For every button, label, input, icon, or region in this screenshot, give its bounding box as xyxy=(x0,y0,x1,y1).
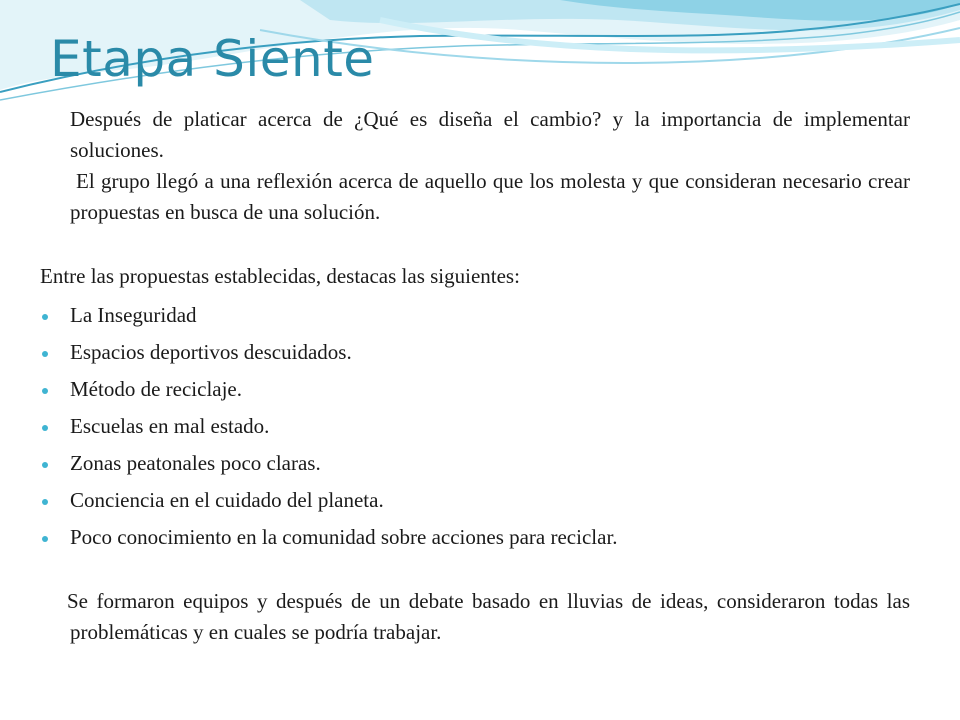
bullet-icon xyxy=(42,388,48,394)
list-item-text: Escuelas en mal estado. xyxy=(70,414,270,438)
slide-content xyxy=(40,104,910,648)
bullet-icon xyxy=(42,462,48,468)
bullet-icon xyxy=(42,499,48,505)
list-item-text: Conciencia en el cuidado del planeta. xyxy=(70,488,384,512)
bullet-icon xyxy=(42,314,48,320)
proposals-lead: Entre las propuestas establecidas, destacas las siguientes: xyxy=(40,264,520,288)
list-item xyxy=(40,485,910,522)
list-item-text: Espacios deportivos descuidados. xyxy=(70,340,352,364)
slide-title: Etapa Siente xyxy=(50,30,375,88)
reflection-paragraph: El grupo llegó a una reflexión acerca de aquello que los molesta y que consideran necesario crear propuestas en busca de una solución. xyxy=(70,169,910,224)
bullet-icon xyxy=(42,425,48,431)
list-item xyxy=(40,411,910,448)
intro-paragraph: Después de platicar acerca de ¿Qué es diseña el cambio? y la importancia de implementar soluciones. xyxy=(70,107,910,162)
closing-paragraph: Se formaron equipos y después de un debate basado en lluvias de ideas, consideraron todas las problemáticas y en cuales se podría trabajar. xyxy=(67,589,910,644)
list-item-text: Zonas peatonales poco claras. xyxy=(70,451,321,475)
list-item xyxy=(40,374,910,411)
proposals-list xyxy=(40,300,910,559)
list-item-text: Método de reciclaje. xyxy=(70,377,242,401)
list-item-text: Poco conocimiento en la comunidad sobre acciones para reciclar. xyxy=(70,525,618,549)
list-item-text: La Inseguridad xyxy=(70,303,197,327)
list-item xyxy=(40,300,910,337)
list-item xyxy=(40,448,910,485)
list-item xyxy=(40,337,910,374)
bullet-icon xyxy=(42,536,48,542)
bullet-icon xyxy=(42,351,48,357)
list-item xyxy=(40,522,910,559)
